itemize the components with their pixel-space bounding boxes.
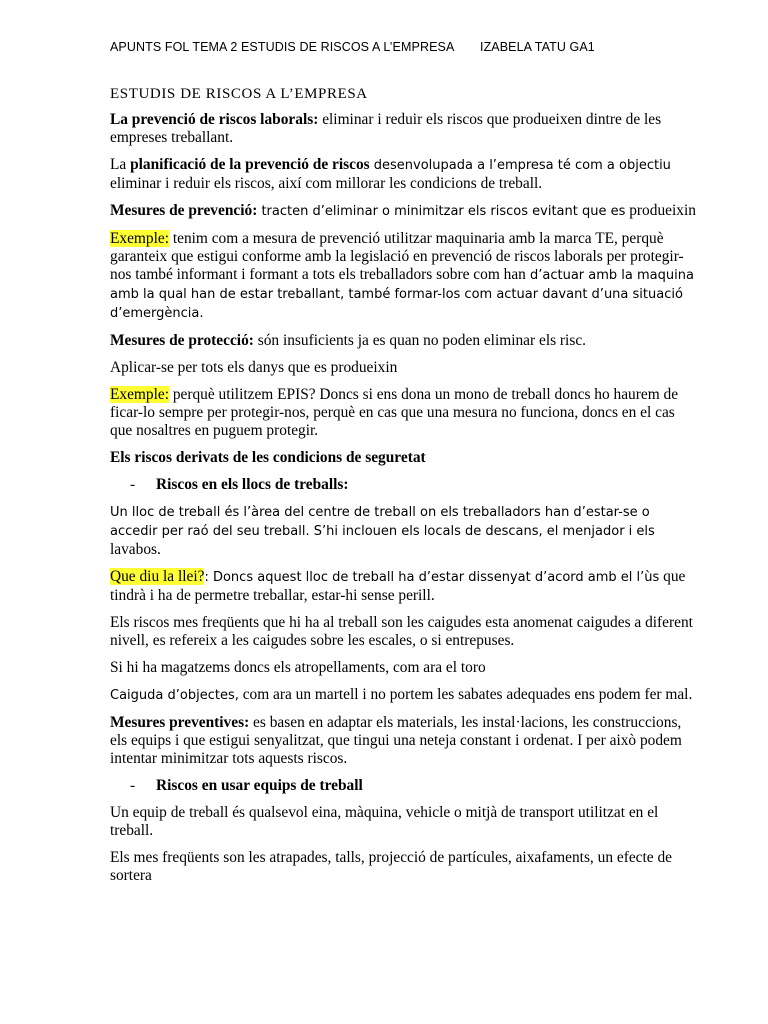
paragraph-text: produeixin (625, 202, 696, 219)
paragraph-mes-frequents (110, 849, 698, 885)
paragraph-mesures-preventives (110, 714, 698, 768)
paragraph-text: es basen en adaptar els materials, les instal·lacions, les construccions, els equips i que estigui senyalitzat, que tingui una neteja constant i ordenat. I per això podem intentar minimitzar tots aquests riscos. (110, 714, 682, 767)
paragraph-planificacio (110, 156, 698, 193)
highlighted-label: Exemple: (110, 386, 169, 403)
bullet-llocs-treball (130, 476, 698, 494)
section-heading-seguretat (110, 449, 698, 467)
bold-term: planificació de la prevenció de riscos (130, 156, 370, 173)
paragraph-exemple-1 (110, 230, 698, 323)
bold-term: Mesures de prevenció: (110, 202, 258, 219)
bold-term: Mesures preventives: (110, 714, 250, 731)
paragraph-magatzems (110, 659, 698, 677)
paragraph-prevencio-riscos (110, 111, 698, 147)
paragraph-text: són insuficients ja es quan no poden eliminar els risc. (253, 332, 586, 349)
page-header (110, 40, 698, 60)
paragraph-text-sans: : Doncs aquest lloc de treball ha d’estar dissenyat d’acord amb el l’ùs (204, 570, 660, 585)
paragraph-text-sans: desenvolupada a l’empresa té com a objectiu (369, 158, 671, 173)
paragraph-caiguda-objectes (110, 686, 698, 705)
paragraph-text: tenim com a mesura de prevenció utilitzar maquinaria amb la marca TE, perquè garanteix que estigui conforme amb la legislació en prevenció de riscos laborals per protegir-nos també informant i formant a tots els treballadors sobre com han (110, 230, 684, 283)
paragraph-text: com ara un martell i no portem les sabates adequades ens podem fer mal. (238, 686, 693, 703)
bold-term: La prevenció de riscos laborals: (110, 111, 319, 128)
paragraph-mesures-prevencio (110, 202, 698, 221)
paragraph-equip-treball (110, 804, 698, 840)
paragraph-text: Els mes freqüents son les atrapades, talls, projecció de partícules, aixafaments, un efecte de sortera (110, 849, 672, 884)
bullet-dash: - (130, 476, 136, 493)
paragraph-text: eliminar i reduir els riscos que produeixen dintre de les empreses treballant. (110, 111, 662, 146)
paragraph-text-sans: Un lloc de treball és l’àrea del centre de treball on els treballadors han d’estar-se o accedir per raó del seu treball. S’hi inclouen els locals de descans, el menjador i els (110, 505, 655, 539)
highlighted-label: Exemple: (110, 230, 169, 247)
paragraph-exemple-2 (110, 386, 698, 440)
bullet-text: Riscos en usar equips de treball (156, 777, 363, 794)
paragraph-text: perquè utilitzem EPIS? Doncs si ens dona un mono de treball doncs ho haurem de ficar-lo sempre per protegir-nos, perquè en cas que una mesura no funciona, doncs en el cas que nosaltres en puguem protegir. (110, 386, 679, 439)
highlighted-label: Que diu la llei? (110, 568, 205, 585)
bullet-equips-treball (130, 777, 698, 795)
section-heading-text: Els riscos derivats de les condicions de seguretat (110, 449, 426, 466)
paragraph-text: lavabos. (110, 541, 161, 558)
document-title: ESTUDIS DE RISCOS A L’EMPRESA (110, 86, 368, 102)
paragraph-mesures-proteccio (110, 332, 698, 350)
paragraph-text: que tindrà i ha de permetre treballar, estar-hi sense perill. (110, 568, 686, 604)
header-right: IZABELA TATU GA1 (480, 40, 595, 54)
paragraph-text-sans: d’actuar amb la maquina amb la qual han de estar treballant, també formar-los com actuar davant d’una situació d’emergència. (110, 268, 694, 321)
paragraph-lloc-treball (110, 503, 698, 559)
paragraph-text: La (110, 156, 131, 173)
bold-term: Mesures de protecció: (110, 332, 254, 349)
paragraph-text: Si hi ha magatzems doncs els atropellaments, com ara el toro (110, 659, 486, 676)
header-left: APUNTS FOL TEMA 2 ESTUDIS DE RISCOS A L’EMPRESA (110, 40, 455, 54)
paragraph-text-sans: tracten d’eliminar o minimitzar els riscos evitant que es (257, 204, 626, 219)
paragraph-text: Un equip de treball és qualsevol eina, màquina, vehicle o mitjà de transport utilitzat en el treball. (110, 804, 659, 839)
paragraph-text-sans: Caiguda d’objectes, (110, 688, 239, 703)
paragraph-text: eliminar i reduir els riscos, així com millorar les condicions de treball. (110, 175, 543, 192)
bullet-dash: - (130, 777, 136, 794)
bullet-text: Riscos en els llocs de treballs: (156, 476, 349, 493)
paragraph-aplicar (110, 359, 698, 377)
paragraph-text: Els riscos mes freqüents que hi ha al treball son les caigudes esta anomenat caigudes a diferent nivell, es refereix a les caigudes sobre les escales, o si entrepuses. (110, 614, 693, 649)
paragraph-text: Aplicar-se per tots els danys que es produeixin (110, 359, 398, 376)
paragraph-que-diu-llei (110, 568, 698, 605)
paragraph-riscos-frequents (110, 614, 698, 650)
